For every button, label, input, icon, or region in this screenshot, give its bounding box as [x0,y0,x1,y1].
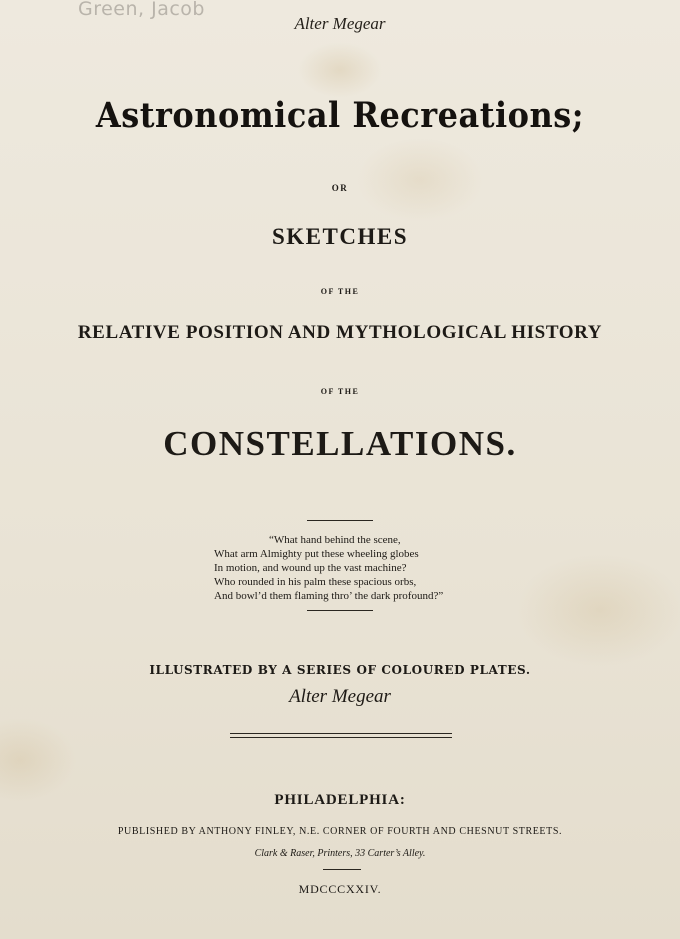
or-text: OR [331,183,349,193]
rule-above-year [323,869,361,870]
pencil-note: Green, Jacob [78,0,205,20]
double-rule [230,733,452,738]
city-heading: PHILADELPHIA: [274,792,406,808]
book-title: Astronomical Recreations; [95,94,585,136]
poem-quote [214,533,514,603]
constellations-heading: CONSTELLATIONS. [163,424,517,463]
of-the-text-2: OF THE [320,387,360,396]
poem-line: In motion, and wound up the vast machine? [214,562,407,574]
publisher-line: PUBLISHED BY ANTHONY FINLEY, N.E. CORNER OF FOURTH AND CHESNUT STREETS. [117,826,563,837]
publication-year: MDCCCXXIV. [298,882,382,896]
poem-line: “What hand behind the scene, [269,534,401,546]
poem-line: Who rounded in his palm these spacious orbs, [214,576,417,588]
sketches-heading: SKETCHES [272,224,408,249]
printers-line: Clark & Raser, Printers, 33 Carter’s Alley. [254,848,426,859]
poem-line: And bowl’d them flaming thro’ the dark profound?” [214,590,444,602]
poem-line: What arm Almighty put these wheeling globes [214,548,419,560]
rule-above-poem [307,520,373,521]
relative-position-heading: RELATIVE POSITION AND MYTHOLOGICAL HISTORY [77,322,603,343]
illustrated-line: ILLUSTRATED BY A SERIES OF COLOURED PLATES. [149,663,531,677]
of-the-text-1: OF THE [320,287,360,296]
rule-below-poem [307,610,373,611]
inscription-bottom: Alter Megear [289,686,391,707]
inscription-top: Alter Megear [294,14,386,33]
